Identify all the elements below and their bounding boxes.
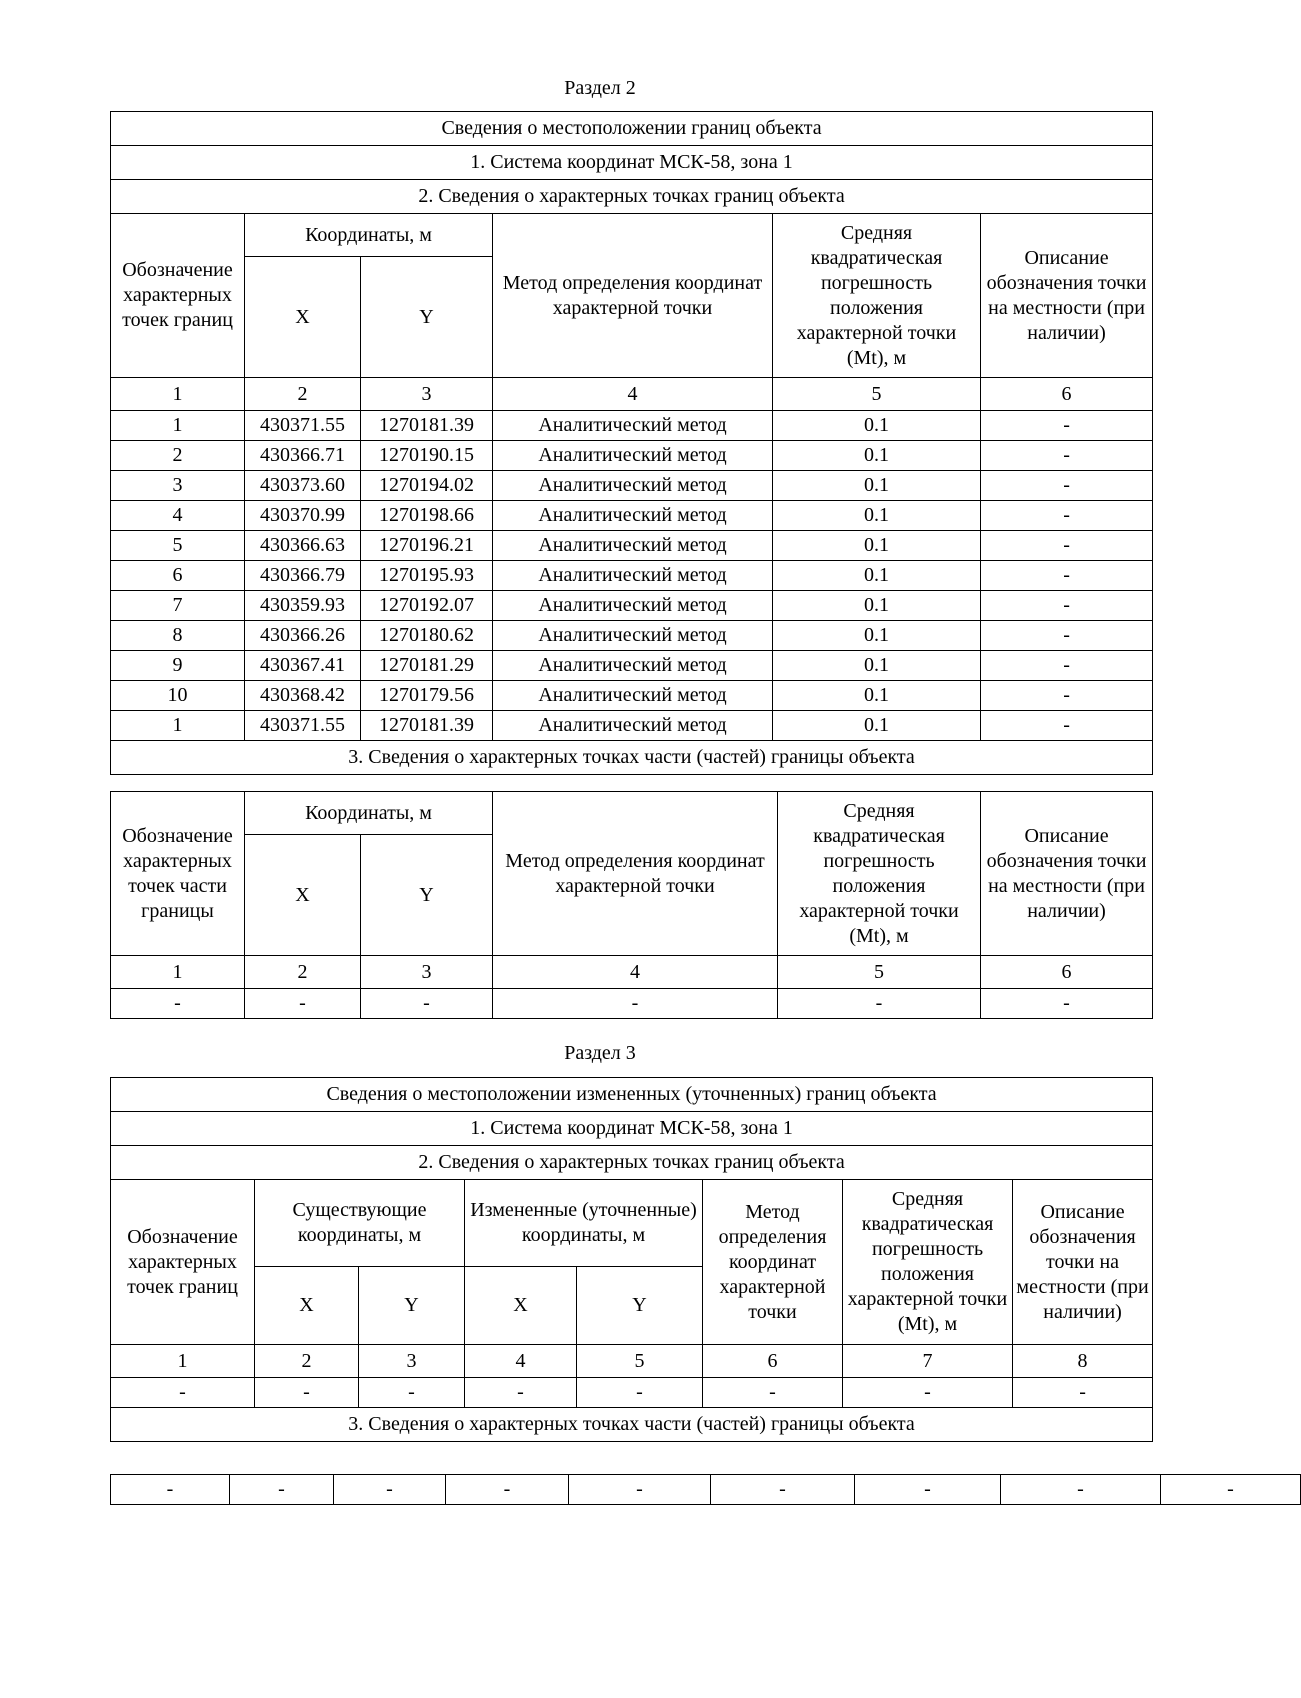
point-number: 5 bbox=[111, 531, 245, 561]
description: - bbox=[981, 441, 1153, 471]
col-number: 3 bbox=[361, 956, 493, 989]
table-row bbox=[111, 651, 1153, 681]
cell: - bbox=[334, 1475, 446, 1505]
coord-y: 1270198.66 bbox=[361, 501, 493, 531]
cell: - bbox=[703, 1378, 843, 1408]
header-y: Y bbox=[361, 257, 493, 378]
method: Аналитический метод bbox=[493, 681, 773, 711]
header-error: Средняя квадратическая погрешность положения характерной точки (Mt), м bbox=[773, 214, 981, 378]
section3-coordinate-system: 1. Система координат МСК-58, зона 1 bbox=[111, 1112, 1153, 1146]
coord-x: 430367.41 bbox=[245, 651, 361, 681]
col-number: 5 bbox=[778, 956, 981, 989]
coord-x: 430366.26 bbox=[245, 621, 361, 651]
s3-header-error: Средняя квадратическая погрешность положения характерной точки (Mt), м bbox=[843, 1180, 1013, 1345]
cell: - bbox=[230, 1475, 334, 1505]
col-number: 6 bbox=[703, 1345, 843, 1378]
cell: - bbox=[245, 989, 361, 1019]
method: Аналитический метод bbox=[493, 561, 773, 591]
col-number: 8 bbox=[1013, 1345, 1153, 1378]
cell: - bbox=[446, 1475, 569, 1505]
coord-x: 430366.63 bbox=[245, 531, 361, 561]
cell: - bbox=[465, 1378, 577, 1408]
header-coordinates: Координаты, м bbox=[245, 214, 493, 257]
description: - bbox=[981, 621, 1153, 651]
coord-x: 430373.60 bbox=[245, 471, 361, 501]
part-header-description: Описание обозначения точки на местности (при наличии) bbox=[981, 792, 1153, 956]
part-header-error: Средняя квадратическая погрешность положения характерной точки (Mt), м bbox=[778, 792, 981, 956]
description: - bbox=[981, 651, 1153, 681]
col-number: 7 bbox=[843, 1345, 1013, 1378]
s3-header-x-existing: X bbox=[255, 1267, 359, 1345]
col-number: 2 bbox=[245, 378, 361, 411]
s3-header-x-changed: X bbox=[465, 1267, 577, 1345]
section2-part-title: 3. Сведения о характерных точках части (частей) границы объекта bbox=[111, 741, 1153, 775]
coord-x: 430359.93 bbox=[245, 591, 361, 621]
coord-y: 1270180.62 bbox=[361, 621, 493, 651]
method: Аналитический метод bbox=[493, 711, 773, 741]
table-row bbox=[111, 501, 1153, 531]
cell: - bbox=[569, 1475, 711, 1505]
description: - bbox=[981, 681, 1153, 711]
table-row bbox=[111, 441, 1153, 471]
error: 0.1 bbox=[773, 471, 981, 501]
cell: - bbox=[255, 1378, 359, 1408]
cell: - bbox=[111, 1378, 255, 1408]
error: 0.1 bbox=[773, 561, 981, 591]
coord-y: 1270181.29 bbox=[361, 651, 493, 681]
point-number: 1 bbox=[111, 711, 245, 741]
description: - bbox=[981, 591, 1153, 621]
error: 0.1 bbox=[773, 711, 981, 741]
error: 0.1 bbox=[773, 501, 981, 531]
header-designation: Обозначение характерных точек границ bbox=[111, 214, 245, 378]
column-numbers-row bbox=[111, 956, 1153, 989]
coord-x: 430368.42 bbox=[245, 681, 361, 711]
s3-header-description: Описание обозначения точки на местности (при наличии) bbox=[1013, 1180, 1153, 1345]
cell: - bbox=[855, 1475, 1001, 1505]
cell: - bbox=[1013, 1378, 1153, 1408]
col-number: 5 bbox=[773, 378, 981, 411]
s3-header-method: Метод определения координат характерной точки bbox=[703, 1180, 843, 1345]
method: Аналитический метод bbox=[493, 441, 773, 471]
method: Аналитический метод bbox=[493, 501, 773, 531]
col-number: 5 bbox=[577, 1345, 703, 1378]
cell: - bbox=[361, 989, 493, 1019]
cell: - bbox=[711, 1475, 855, 1505]
description: - bbox=[981, 561, 1153, 591]
coord-x: 430366.79 bbox=[245, 561, 361, 591]
coord-x: 430371.55 bbox=[245, 711, 361, 741]
description: - bbox=[981, 531, 1153, 561]
point-number: 10 bbox=[111, 681, 245, 711]
cell: - bbox=[493, 989, 778, 1019]
cell: - bbox=[778, 989, 981, 1019]
coord-y: 1270190.15 bbox=[361, 441, 493, 471]
section3-points-title: 2. Сведения о характерных точках границ объекта bbox=[111, 1146, 1153, 1180]
method: Аналитический метод bbox=[493, 471, 773, 501]
coord-y: 1270179.56 bbox=[361, 681, 493, 711]
column-numbers-row bbox=[111, 378, 1153, 411]
section3-part-title: 3. Сведения о характерных точках части (частей) границы объекта bbox=[111, 1408, 1153, 1442]
table-row bbox=[111, 681, 1153, 711]
error: 0.1 bbox=[773, 621, 981, 651]
table-row bbox=[111, 561, 1153, 591]
s3-header-designation: Обозначение характерных точек границ bbox=[111, 1180, 255, 1345]
part-header-coordinates: Координаты, м bbox=[245, 792, 493, 835]
col-number: 1 bbox=[111, 378, 245, 411]
table-row bbox=[111, 989, 1153, 1019]
coord-y: 1270181.39 bbox=[361, 711, 493, 741]
header-x: X bbox=[245, 257, 361, 378]
table-row bbox=[111, 1378, 1153, 1408]
cell: - bbox=[981, 989, 1153, 1019]
header-method: Метод определения координат характерной точки bbox=[493, 214, 773, 378]
description: - bbox=[981, 471, 1153, 501]
section2-coordinate-system: 1. Система координат МСК-58, зона 1 bbox=[111, 146, 1153, 180]
point-number: 7 bbox=[111, 591, 245, 621]
coord-y: 1270194.02 bbox=[361, 471, 493, 501]
point-number: 6 bbox=[111, 561, 245, 591]
coord-x: 430371.55 bbox=[245, 411, 361, 441]
method: Аналитический метод bbox=[493, 591, 773, 621]
cell: - bbox=[111, 989, 245, 1019]
table-row bbox=[111, 531, 1153, 561]
table-row bbox=[111, 411, 1153, 441]
part-header-y: Y bbox=[361, 835, 493, 956]
section3-title: Сведения о местоположении измененных (уточненных) границ объекта bbox=[111, 1078, 1153, 1112]
column-numbers-row bbox=[111, 1345, 1153, 1378]
section2-points-title: 2. Сведения о характерных точках границ объекта bbox=[111, 180, 1153, 214]
part-header-x: X bbox=[245, 835, 361, 956]
point-number: 9 bbox=[111, 651, 245, 681]
description: - bbox=[981, 501, 1153, 531]
coord-x: 430370.99 bbox=[245, 501, 361, 531]
error: 0.1 bbox=[773, 441, 981, 471]
point-number: 8 bbox=[111, 621, 245, 651]
cell: - bbox=[1001, 1475, 1161, 1505]
section3-part-table bbox=[110, 1474, 1301, 1505]
cell: - bbox=[111, 1475, 230, 1505]
table-row bbox=[111, 1475, 1301, 1505]
s3-header-y-existing: Y bbox=[359, 1267, 465, 1345]
section3-table bbox=[110, 1077, 1153, 1442]
coord-y: 1270195.93 bbox=[361, 561, 493, 591]
table-row bbox=[111, 591, 1153, 621]
section3-heading: Раздел 3 bbox=[564, 1042, 636, 1064]
s3-header-changed: Измененные (уточненные) координаты, м bbox=[465, 1180, 703, 1267]
col-number: 3 bbox=[359, 1345, 465, 1378]
cell: - bbox=[359, 1378, 465, 1408]
col-number: 4 bbox=[493, 378, 773, 411]
col-number: 4 bbox=[465, 1345, 577, 1378]
table-row bbox=[111, 711, 1153, 741]
error: 0.1 bbox=[773, 531, 981, 561]
coord-y: 1270192.07 bbox=[361, 591, 493, 621]
cell: - bbox=[1161, 1475, 1301, 1505]
table-row bbox=[111, 621, 1153, 651]
header-description: Описание обозначения точки на местности (при наличии) bbox=[981, 214, 1153, 378]
col-number: 2 bbox=[245, 956, 361, 989]
method: Аналитический метод bbox=[493, 531, 773, 561]
coord-y: 1270196.21 bbox=[361, 531, 493, 561]
cell: - bbox=[577, 1378, 703, 1408]
point-number: 2 bbox=[111, 441, 245, 471]
table-row bbox=[111, 471, 1153, 501]
method: Аналитический метод bbox=[493, 651, 773, 681]
description: - bbox=[981, 711, 1153, 741]
col-number: 6 bbox=[981, 378, 1153, 411]
col-number: 4 bbox=[493, 956, 778, 989]
error: 0.1 bbox=[773, 591, 981, 621]
part-header-designation: Обозначение характерных точек части границы bbox=[111, 792, 245, 956]
error: 0.1 bbox=[773, 651, 981, 681]
col-number: 1 bbox=[111, 956, 245, 989]
point-number: 3 bbox=[111, 471, 245, 501]
s3-header-y-changed: Y bbox=[577, 1267, 703, 1345]
point-number: 4 bbox=[111, 501, 245, 531]
col-number: 3 bbox=[361, 378, 493, 411]
col-number: 2 bbox=[255, 1345, 359, 1378]
section2-heading: Раздел 2 bbox=[564, 77, 636, 99]
error: 0.1 bbox=[773, 681, 981, 711]
description: - bbox=[981, 411, 1153, 441]
section2-part-table bbox=[110, 791, 1153, 1019]
col-number: 6 bbox=[981, 956, 1153, 989]
section2-title: Сведения о местоположении границ объекта bbox=[111, 112, 1153, 146]
section2-table bbox=[110, 111, 1153, 775]
method: Аналитический метод bbox=[493, 411, 773, 441]
coord-x: 430366.71 bbox=[245, 441, 361, 471]
coord-y: 1270181.39 bbox=[361, 411, 493, 441]
method: Аналитический метод bbox=[493, 621, 773, 651]
col-number: 1 bbox=[111, 1345, 255, 1378]
error: 0.1 bbox=[773, 411, 981, 441]
point-number: 1 bbox=[111, 411, 245, 441]
part-header-method: Метод определения координат характерной точки bbox=[493, 792, 778, 956]
s3-header-existing: Существующие координаты, м bbox=[255, 1180, 465, 1267]
cell: - bbox=[843, 1378, 1013, 1408]
